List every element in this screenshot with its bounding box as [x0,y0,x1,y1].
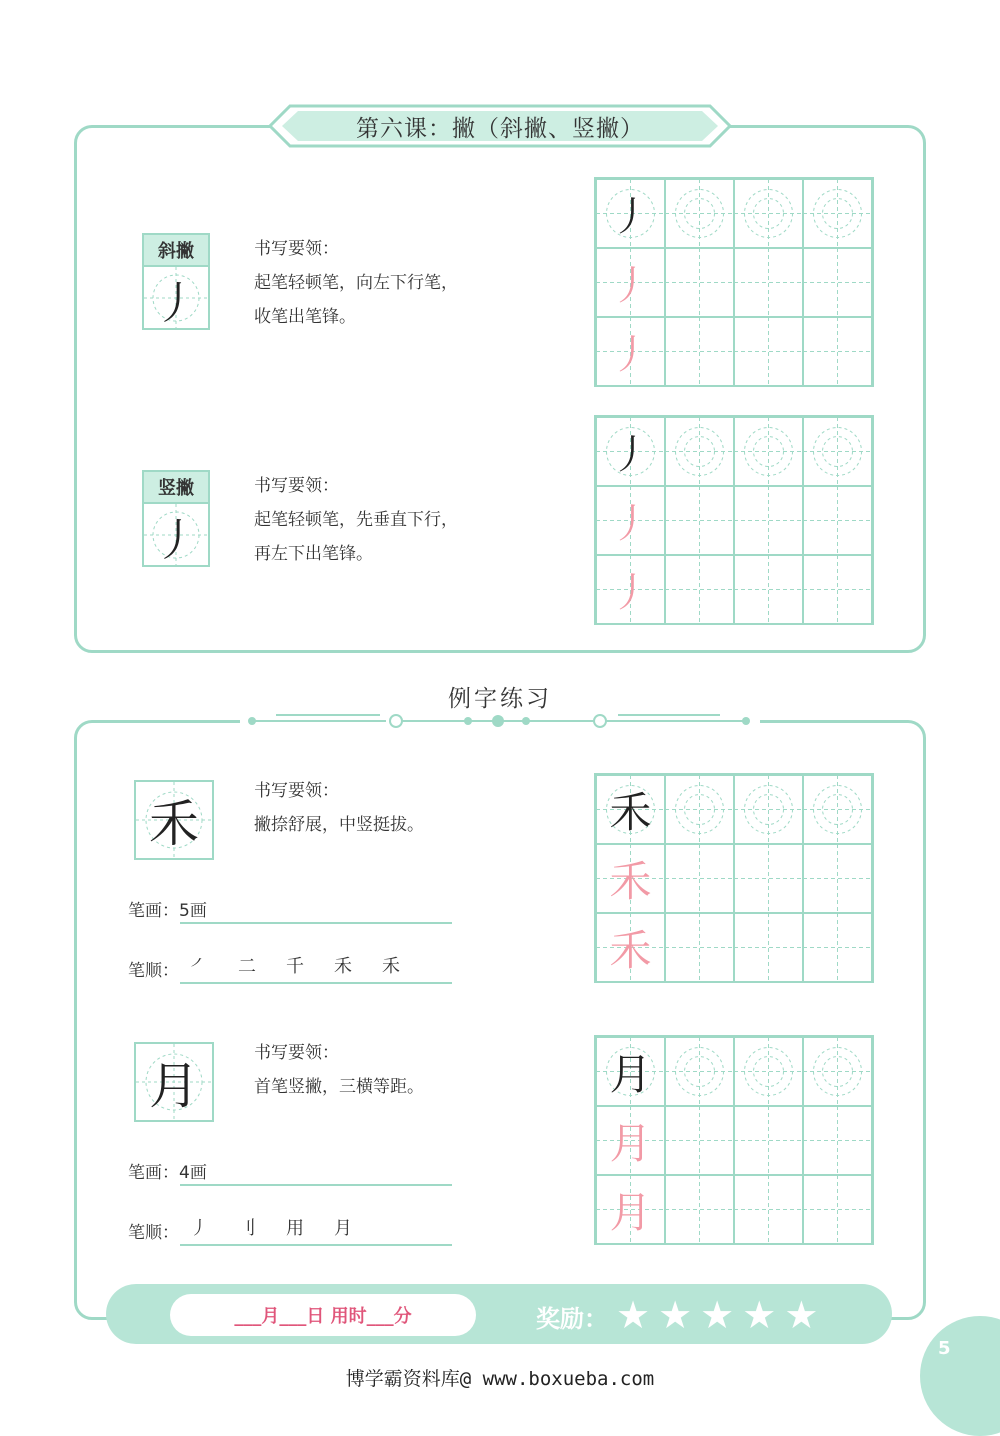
stroke-glyph: 丿 [154,514,198,566]
example-char-box-yue [134,1042,214,1122]
practice-grid-shupie[interactable] [594,415,874,625]
practice-grid-xiepie[interactable] [594,177,874,387]
example-char-box-he [134,780,214,860]
example-tips-he [254,774,424,842]
stroke-count-value: 5画 [179,901,207,921]
trace-char: 禾 [609,856,652,906]
stroke-order-step: 月 [334,1218,352,1239]
stroke-order-step: 丿 [190,1218,208,1239]
stroke-count-value: 4画 [179,1163,207,1183]
stroke-count-line [180,1184,452,1186]
tips-label: 书写要领： [254,239,339,259]
tips-line: 起笔轻顿笔，向左下行笔， [254,273,458,293]
trace-char: 丿 [610,263,651,309]
stroke-order-step: 禾 [334,956,352,977]
example-tips-yue [254,1036,424,1104]
stroke-demo-cell [144,267,208,330]
lesson-title-banner [268,104,732,148]
reward-stars [616,1294,826,1336]
stroke-name: 斜撇 [144,235,208,267]
tips-line: 再左下出笔锋。 [254,544,373,564]
stroke-order-step: 千 [286,956,304,977]
model-char: 禾 [609,787,652,837]
tips-label: 书写要领： [254,1043,339,1063]
model-char: 丿 [610,432,651,478]
reward-label: 奖励： [536,1304,608,1333]
stroke-count-key: 笔画： [128,901,179,921]
star-icon[interactable]: ★ [784,1293,819,1337]
tips-line: 撇捺舒展，中竖挺拔。 [254,815,424,835]
model-char: 月 [609,1049,652,1099]
example-char: 月 [149,1057,199,1115]
practice-grid-he[interactable] [594,773,874,983]
example-char: 禾 [149,795,199,853]
stroke-demo-cell [144,504,208,567]
star-icon[interactable]: ★ [658,1293,693,1337]
practice-grid-yue[interactable] [594,1035,874,1245]
stroke-order-line [180,1244,452,1246]
stroke-order-label: 笔顺： [128,961,179,981]
section-title: 例字练习 [448,686,552,712]
watermark: 博学霸资料库@ www.boxueba.com [345,1368,655,1390]
tips-line: 首笔竖撇，三横等距。 [254,1077,424,1097]
stroke-order-line [180,982,452,984]
lesson-title: 第六课：撇（斜撇、竖撇） [356,115,644,142]
tips-line: 起笔轻顿笔，先垂直下行， [254,510,458,530]
stroke-count-line [180,922,452,924]
stroke-order-step: ㇒ [190,956,208,977]
decorative-divider [240,711,760,731]
tips-line: 收笔出笔锋。 [254,307,356,327]
star-icon[interactable]: ★ [616,1293,651,1337]
stroke-name: 竖撇 [144,472,208,504]
trace-char: 丿 [610,570,651,616]
model-char: 丿 [610,194,651,240]
stroke-count-label [128,896,207,921]
stroke-count-key: 笔画： [128,1163,179,1183]
date-time-text[interactable]: ___月___日 用时___分 [234,1306,412,1327]
stroke-tips-shupie [254,469,458,571]
trace-char: 月 [609,1187,652,1237]
star-icon[interactable]: ★ [700,1293,735,1337]
trace-char: 月 [609,1118,652,1168]
star-icon[interactable]: ★ [742,1293,777,1337]
stroke-card-xiepie [142,233,210,330]
trace-char: 丿 [610,332,651,378]
trace-char: 禾 [609,925,652,975]
tips-label: 书写要领： [254,781,339,801]
tips-label: 书写要领： [254,476,339,496]
stroke-count-label [128,1158,207,1183]
stroke-order-label: 笔顺： [128,1223,179,1243]
stroke-order-step: 刂 [238,1218,256,1239]
stroke-order-step: 用 [286,1218,304,1239]
trace-char: 丿 [610,501,651,547]
stroke-tips-xiepie [254,232,458,334]
stroke-order-step: 二 [238,956,256,977]
stroke-card-shupie [142,470,210,567]
stroke-order-step: 禾 [382,956,400,977]
page-number: 5 [938,1338,951,1359]
stroke-glyph: 丿 [154,277,198,329]
